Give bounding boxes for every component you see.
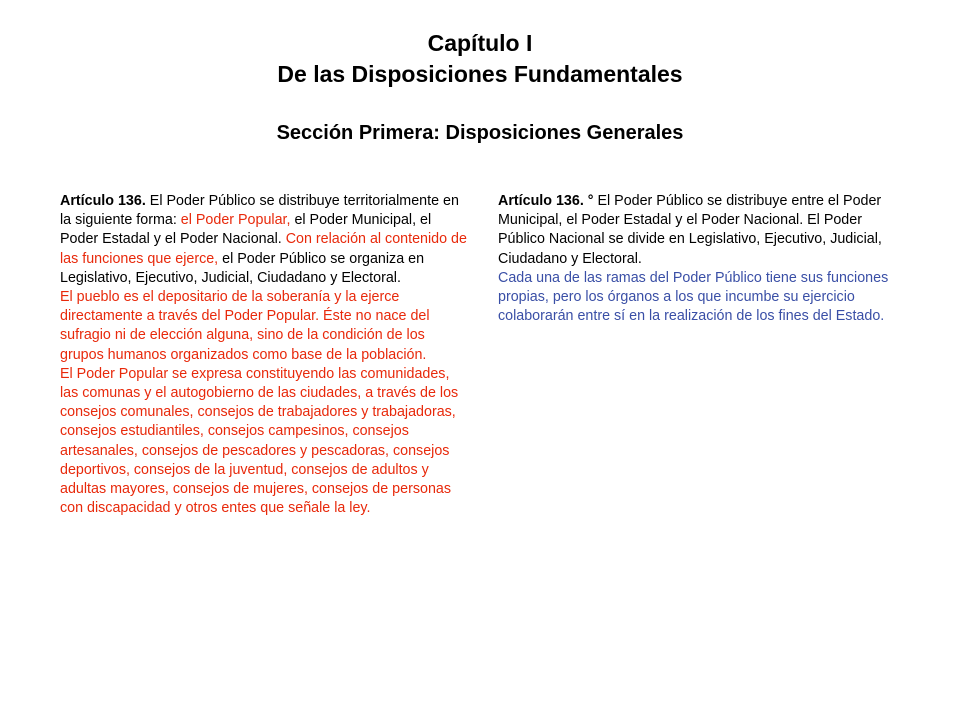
chapter-subtitle: De las Disposiciones Fundamentales xyxy=(277,61,683,87)
chapter-header xyxy=(0,28,960,90)
right-article-paragraph-2: Cada una de las ramas del Poder Público tiene sus funciones propias, pero los órganos a los que incumbe su ejercicio colaborarán entre sí en la realización de los fines del Estado. xyxy=(498,269,889,325)
left-red-segment: Con relación al contenido de las funciones que ejerce, xyxy=(60,231,467,267)
left-red-segment: el Poder Popular, xyxy=(180,212,291,229)
left-article-paragraph-3: El Poder Popular se expresa constituyendo las comunidades, las comunas y el autogobierno de las ciudades, a través de los consejos comunales, consejos de trabajadores y trabajadoras, consejos estudiantiles, consejos campesinos, consejos artesanales, consejos de pescadores y pescadoras, consejos deportivos, consejos de la juventud, consejos de adultos y adultas mayores, consejos de mujeres, consejos de personas con discapacidad y otros entes que señale la ley. xyxy=(60,365,459,517)
right-article-label: Artículo 136. ° xyxy=(498,193,594,209)
section-title: Sección Primera: Disposiciones Generales xyxy=(276,122,684,144)
left-article-paragraph-1 xyxy=(60,192,470,288)
chapter-title: Capítulo I xyxy=(427,30,533,56)
left-text-segment: el Poder Municipal, el Poder Estadal y el Poder Nacional. xyxy=(60,212,432,248)
left-text-segment: El Poder Público se distribuye territorialmente en la siguiente forma: xyxy=(60,193,459,229)
left-text-segment: el Poder Público se organiza en Legislativo, Ejecutivo, Judicial, Ciudadano y Electoral. xyxy=(60,250,425,286)
right-text-segment: El Poder Público se distribuye entre el Poder Municipal, el Poder Estadal y el Poder Nacional. El Poder Público Nacional se divide en Legislativo, Ejecutivo, Judicial, Ciudadano y Electoral. xyxy=(498,193,882,267)
right-article-column xyxy=(498,192,898,326)
left-article-column xyxy=(60,192,470,518)
right-article-paragraph-1 xyxy=(498,192,898,269)
left-article-label: Artículo 136. xyxy=(60,193,146,209)
left-article-paragraph-2: El pueblo es el depositario de la soberanía y la ejerce directamente a través del Poder Popular. Éste no nace del sufragio ni de elección alguna, sino de la condición de los grupos humanos organizados como base de la población. xyxy=(60,289,430,363)
